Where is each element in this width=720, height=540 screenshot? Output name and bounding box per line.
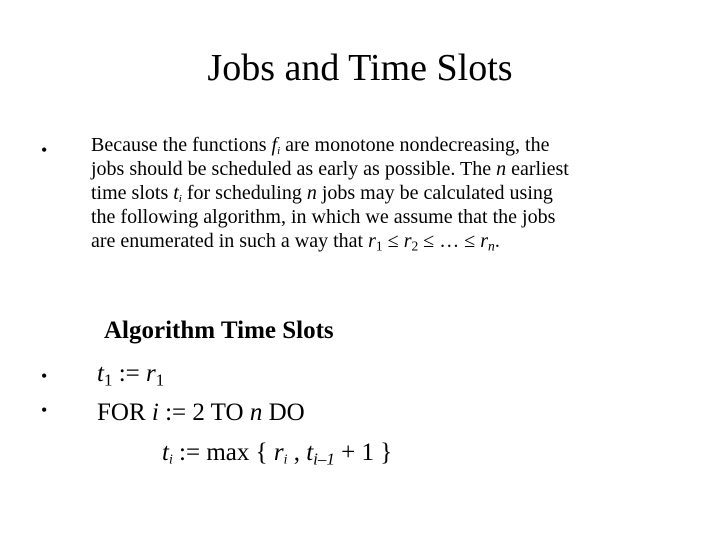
algorithm-title: Algorithm Time Slots [104,317,334,344]
text: . [494,230,500,252]
sub-1: 1 [103,370,113,390]
var-f: f [271,134,278,156]
var-r: r [403,230,412,252]
text: Because the functions [91,134,272,156]
algorithm-line-2 [97,396,305,430]
bullet-marker: • [41,400,48,420]
var-r: r [273,439,284,466]
sub-1: 1 [375,238,383,254]
text: time slots [91,182,174,204]
sub-i: i [277,144,281,157]
sub-2: 2 [411,238,419,254]
sub-1: 1 [155,370,165,390]
le-ellipsis: ≤ … ≤ [418,230,481,252]
text: jobs should be scheduled as early as possible. The [91,158,497,180]
for-keyword: FOR [97,399,152,426]
var-t: t [173,182,179,204]
text: for scheduling [181,182,307,204]
bullet-marker: • [41,140,48,160]
bullet-marker: • [41,366,48,386]
var-r: r [368,230,376,252]
paragraph-line-1 [91,133,691,157]
paragraph-line-2 [91,157,691,181]
text: , [287,439,307,466]
var-t: t [306,439,314,466]
var-r: r [480,230,489,252]
slide-title: Jobs and Time Slots [207,47,513,89]
paragraph-line-3 [91,181,691,205]
var-i: i [151,399,159,426]
var-n: n [496,158,507,180]
intro-paragraph [91,133,691,253]
paragraph-line-5 [91,229,691,253]
text: := max { [172,439,274,466]
var-n: n [249,399,263,426]
text: jobs may be calculated using [316,182,553,204]
var-t: t [162,439,169,466]
var-n: n [306,182,317,204]
paragraph-line-4: the following algorithm, in which we assume that the jobs [91,206,556,228]
assign-op: := [112,360,146,387]
sub-i-minus-1: i–1 [313,449,335,469]
var-r: r [146,360,156,387]
le-symbol: ≤ [382,230,404,252]
sub-i: i [283,451,288,467]
text: are monotone nondecreasing, the [280,134,550,156]
var-t: t [97,360,104,387]
text: earliest [506,158,569,180]
text: are enumerated in such a way that [91,230,369,252]
sub-i: i [168,451,173,467]
algorithm-line-3 [162,436,392,470]
sub-n: n [488,238,495,254]
text: := 2 TO [158,399,250,426]
text: + 1 } [334,439,393,466]
sub-i: i [178,192,182,205]
do-keyword: DO [262,399,305,426]
algorithm-line-1 [97,357,164,391]
